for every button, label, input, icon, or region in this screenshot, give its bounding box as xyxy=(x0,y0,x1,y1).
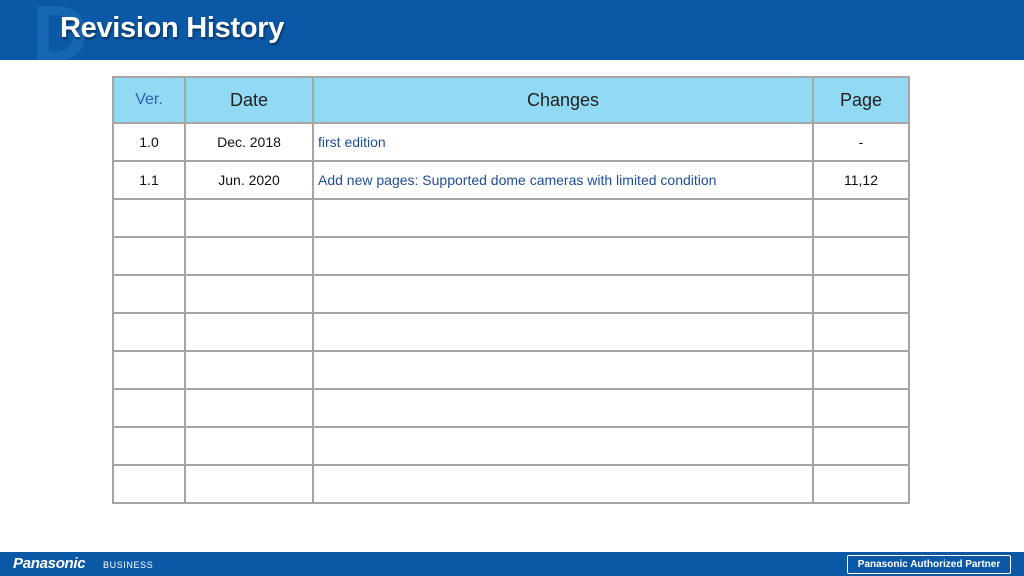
business-label: BUSINESS xyxy=(103,560,154,570)
cell-page xyxy=(813,465,909,503)
cell-changes xyxy=(313,199,813,237)
table-row xyxy=(113,199,909,237)
table-row xyxy=(113,427,909,465)
table-row xyxy=(113,465,909,503)
header-bar xyxy=(0,0,1024,60)
header-ver: Ver. xyxy=(113,77,185,123)
cell-ver xyxy=(113,389,185,427)
cell-changes xyxy=(313,389,813,427)
partner-badge: Panasonic Authorized Partner xyxy=(847,555,1011,574)
cell-page: 11,12 xyxy=(813,161,909,199)
cell-date xyxy=(185,389,313,427)
header-changes: Changes xyxy=(313,77,813,123)
cell-ver xyxy=(113,351,185,389)
cell-date xyxy=(185,237,313,275)
table-row xyxy=(113,351,909,389)
header-watermark: D xyxy=(32,0,89,60)
table-row xyxy=(113,389,909,427)
cell-date xyxy=(185,275,313,313)
cell-date xyxy=(185,465,313,503)
cell-date xyxy=(185,199,313,237)
cell-date xyxy=(185,427,313,465)
table-row xyxy=(113,237,909,275)
cell-ver xyxy=(113,465,185,503)
cell-changes: Add new pages: Supported dome cameras with limited condition xyxy=(313,161,813,199)
cell-page xyxy=(813,237,909,275)
cell-page: - xyxy=(813,123,909,161)
table-header-row xyxy=(113,77,909,123)
cell-page xyxy=(813,199,909,237)
cell-ver xyxy=(113,313,185,351)
table-row xyxy=(113,123,909,161)
cell-ver: 1.0 xyxy=(113,123,185,161)
cell-date xyxy=(185,351,313,389)
cell-page xyxy=(813,389,909,427)
cell-changes xyxy=(313,427,813,465)
cell-date: Dec. 2018 xyxy=(185,123,313,161)
revision-table xyxy=(112,76,910,504)
page-title: Revision History xyxy=(60,12,285,44)
cell-changes xyxy=(313,313,813,351)
cell-changes xyxy=(313,351,813,389)
table-row xyxy=(113,161,909,199)
table-row xyxy=(113,275,909,313)
brand-logo: Panasonic xyxy=(13,555,86,572)
cell-ver xyxy=(113,237,185,275)
cell-changes: first edition xyxy=(313,123,813,161)
cell-ver xyxy=(113,199,185,237)
cell-page xyxy=(813,275,909,313)
table-row xyxy=(113,313,909,351)
cell-page xyxy=(813,313,909,351)
header-date: Date xyxy=(185,77,313,123)
cell-ver xyxy=(113,427,185,465)
cell-changes xyxy=(313,237,813,275)
cell-ver: 1.1 xyxy=(113,161,185,199)
cell-date: Jun. 2020 xyxy=(185,161,313,199)
cell-changes xyxy=(313,465,813,503)
cell-page xyxy=(813,351,909,389)
cell-date xyxy=(185,313,313,351)
cell-changes xyxy=(313,275,813,313)
header-page: Page xyxy=(813,77,909,123)
cell-page xyxy=(813,427,909,465)
footer-bar xyxy=(0,552,1024,576)
cell-ver xyxy=(113,275,185,313)
